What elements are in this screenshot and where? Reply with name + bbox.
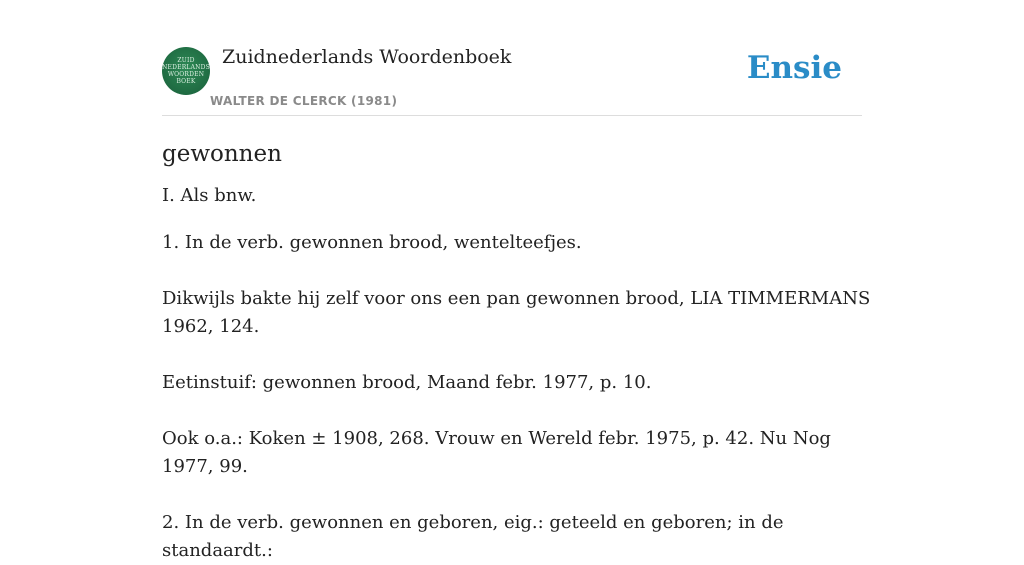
entry-paragraph: Dikwijls bakte hij zelf voor ons een pan gewonnen brood, LIA TIMMERMANS 1962, 124. bbox=[162, 288, 871, 337]
logo-text-line: WOORDEN bbox=[167, 71, 205, 78]
logo-text-line: BOEK bbox=[176, 78, 196, 85]
ensie-brand-logo[interactable]: Ensie bbox=[746, 50, 842, 86]
entry-paragraph: 2. In de verb. gewonnen en geboren, eig.: geteeld en geboren; in de standaardt.: bbox=[162, 512, 784, 561]
entry-paragraph: I. Als bnw. bbox=[162, 185, 257, 206]
logo-text-line: ZUID bbox=[177, 57, 195, 64]
dictionary-title-link[interactable]: Zuidnederlands Woordenboek bbox=[222, 46, 512, 68]
dictionary-logo[interactable] bbox=[162, 47, 210, 95]
site-header bbox=[162, 46, 862, 116]
entry-title: gewonnen bbox=[162, 141, 282, 167]
logo-text-line: NEDERLANDS bbox=[162, 64, 210, 71]
dictionary-author: WALTER DE CLERCK (1981) bbox=[210, 94, 398, 108]
entry-paragraph: Eetinstuif: gewonnen brood, Maand febr. 1977, p. 10. bbox=[162, 372, 652, 393]
entry-content bbox=[162, 138, 872, 565]
entry-paragraph: 1. In de verb. gewonnen brood, wentelteefjes. bbox=[162, 232, 582, 253]
entry-paragraph: Ook o.a.: Koken ± 1908, 268. Vrouw en Wereld febr. 1975, p. 42. Nu Nog 1977, 99. bbox=[162, 428, 831, 477]
